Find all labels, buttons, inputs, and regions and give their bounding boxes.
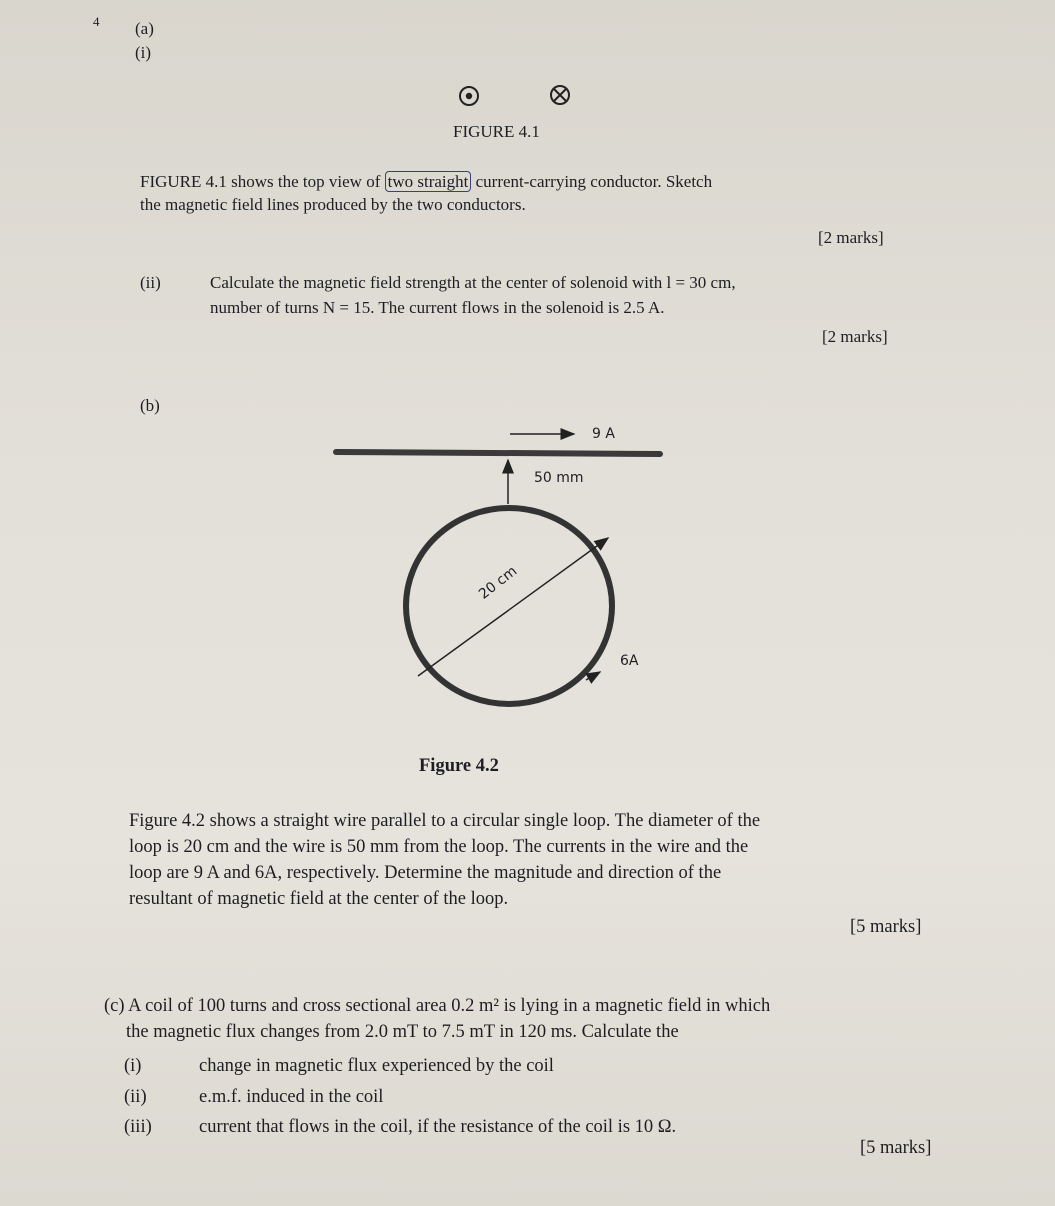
part-a-ii-label: (ii) [140, 273, 161, 292]
part-a-label: (a) [135, 19, 154, 38]
straight-wire [336, 452, 660, 454]
circular-loop [406, 508, 612, 704]
figure-4-2-caption: Figure 4.2 [419, 756, 499, 776]
part-c-i-text: change in magnetic flux experienced by the coil [199, 1056, 554, 1076]
part-b-line3: loop are 9 A and 6A, respectively. Determine the magnitude and direction of the [129, 863, 722, 883]
part-a-text-line1: FIGURE 4.1 shows the top view of two straight current-carrying conductor. Sketch [140, 172, 713, 191]
part-a-text-line2: the magnetic field lines produced by the two conductors. [140, 195, 526, 214]
part-c-iii-text: current that flows in the coil, if the resistance of the coil is 10 Ω. [199, 1117, 677, 1137]
boxed-phrase: two straight [385, 171, 472, 192]
marks-a-ii: [2 marks] [822, 327, 888, 346]
wire-current-label: 9 A [592, 426, 615, 442]
part-c-line2: the magnetic flux changes from 2.0 mT to 7.5 mT in 120 ms. Calculate the [126, 1022, 679, 1042]
marks-c: [5 marks] [860, 1138, 932, 1158]
part-c-i-label: (i) [124, 1056, 142, 1076]
part-b-label: (b) [140, 396, 160, 415]
diameter-line [418, 538, 608, 676]
part-a-ii-line2: number of turns N = 15. The current flows in the solenoid is 2.5 A. [210, 298, 665, 317]
question-number: 4 [93, 14, 100, 29]
part-a-ii-line1: Calculate the magnetic field strength at the center of solenoid with l = 30 cm, [210, 273, 736, 292]
part-b-line2: loop is 20 cm and the wire is 50 mm from the loop. The currents in the wire and the [129, 837, 749, 857]
part-c-ii-label: (ii) [124, 1087, 147, 1107]
figure-4-1-title: FIGURE 4.1 [453, 122, 540, 141]
part-a-i-label: (i) [135, 43, 152, 62]
marks-b: [5 marks] [850, 917, 922, 937]
part-c-ii-text: e.m.f. induced in the coil [199, 1087, 384, 1107]
diameter-label: 20 cm [476, 563, 521, 603]
part-c-line1: (c) A coil of 100 turns and cross sectional area 0.2 m² is lying in a magnetic field in which [104, 996, 771, 1016]
marks-a-i: [2 marks] [818, 228, 884, 247]
part-b-line4: resultant of magnetic field at the center of the loop. [129, 889, 509, 909]
distance-label: 50 mm [534, 470, 584, 486]
part-c-iii-label: (iii) [124, 1117, 152, 1137]
loop-current-label: 6A [620, 653, 639, 669]
part-b-line1: Figure 4.2 shows a straight wire parallel to a circular single loop. The diameter of the [129, 811, 761, 831]
